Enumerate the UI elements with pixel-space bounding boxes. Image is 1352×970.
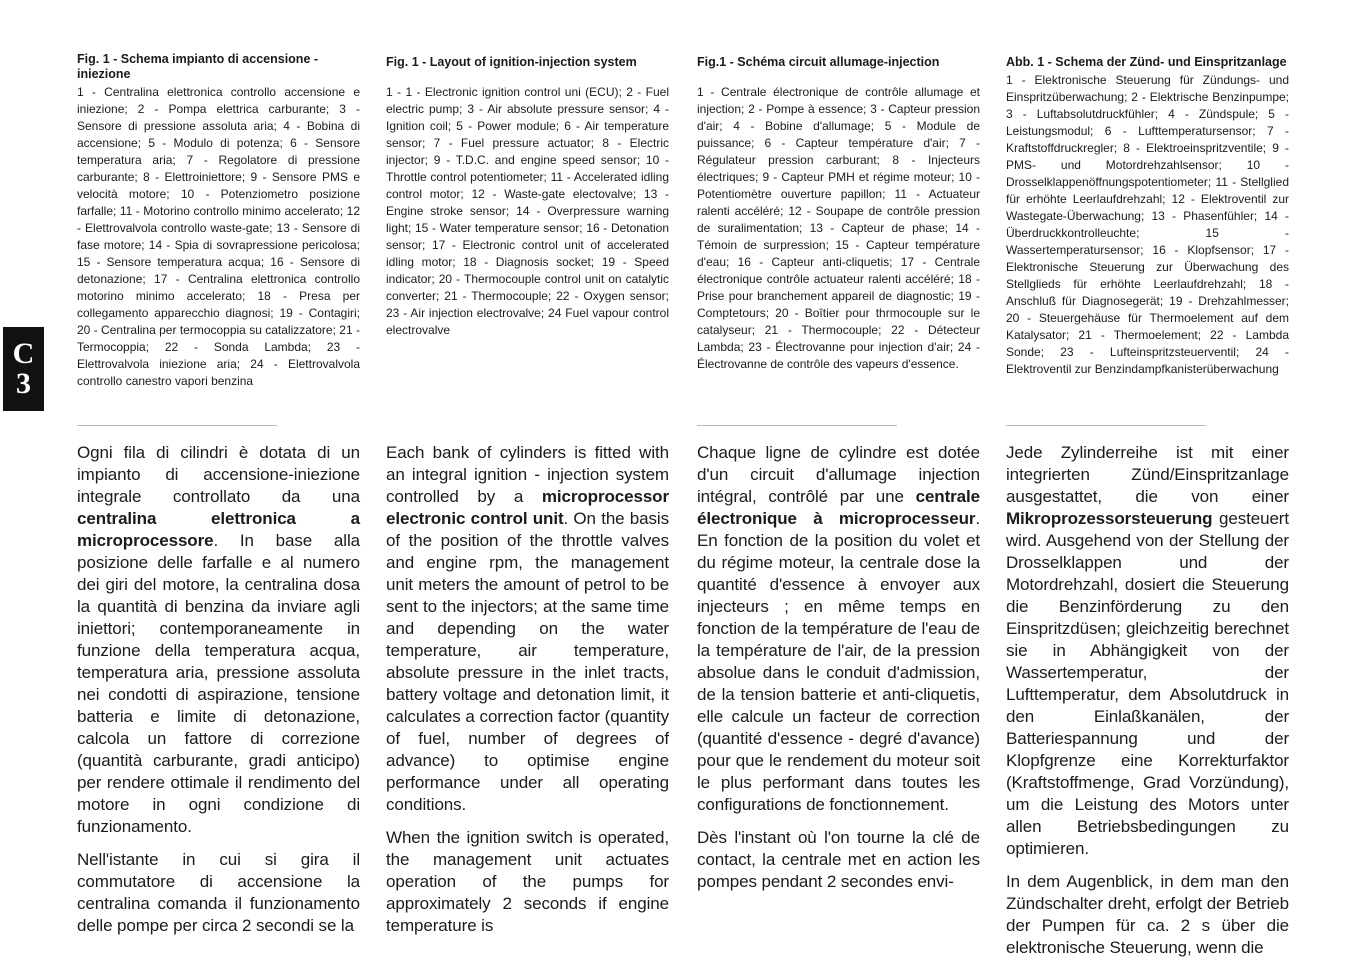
caption-title: Fig. 1 - Layout of ignition-injection system <box>386 55 637 69</box>
caption-title: Fig.1 - Schéma circuit allumage-injection <box>697 55 940 69</box>
caption-french <box>697 55 980 373</box>
divider-rule <box>697 425 897 426</box>
emphasis-term: centralina elettronica a microprocessore <box>77 509 360 550</box>
body-column-german <box>1006 442 1289 970</box>
caption-german <box>1006 55 1289 378</box>
body-paragraph: Chaque ligne de cylindre est dotée d'un circuit d'allumage injection intégral, contrôlé par une centrale électronique à microprocesseur. En fonction de la position du volet et du régime moteur, la centrale dose la quantité d'essence à envoyer aux injecteurs ; en même temps en fonction de la température de l'eau de la température de l'air, de la pression absolue dans le conduit d'admission, de la tension batterie et anti-cliquetis, elle calcule un facteur de correction (quantité d'essence - degré d'avance) pour que le rendement du moteur soit le plus performant dans toutes les configurations de fonctionnement. <box>697 443 980 814</box>
body-paragraph: Jede Zylinderreihe ist mit einer integrierten Zünd/Einspritzanlage ausgestattet, die von einer Mikroprozessorsteuerung gesteuert wird. Ausgehend von der Stellung der Drosselklappen und der Motordrehzahl, dosiert die Steuerung die Benzinförderung zu den Einspritzdüsen; gleichzeitig berechnet sie in Abhängigkeit von der Wassertemperatur, der Lufttemperatur, dem Absolutdruck in den Einlaßkanälen, der Batteriespannung und der Klopfgrenze eine Korrekturfaktor (Kraftstoffmenge, Grad Vorzündung), um die Leistung des Motors unter allen Betriebsbedingungen zu optimieren. <box>1006 443 1289 858</box>
body-paragraph: Each bank of cylinders is fitted with an integral ignition - injection system controlled by a microprocessor electronic control unit. On the basis of the position of the throttle valves and engine rpm, the management unit meters the amount of petrol to be sent to the injectors; at the same time and depending on the water temperature, air temperature, absolute pressure in the inlet tracts, battery voltage and detonation limit, it calculates a correction factor (quantity of fuel, number of degrees of advance) to optimise engine performance under all operating conditions. <box>386 443 669 814</box>
caption-legend: 1 - Elektronische Steuerung für Zündungs- und Einspritzüberwachung; 2 - Elektrische Benzinpumpe; 3 - Luftabsolutdruckfühler; 4 - Zündspule; 5 - Leistungsmodul; 6 - Lufttemperatursensor; 7 - Kraftstoffdruckregler; 8 - Elektroeinspritzventile; 9 - PMS- und Motordrehzahlsensor; 10 - Drosselklappenöffnungspotentiometer; 11 - Stellglied für erhöhte Leerlaufdrehzahl; 12 - Elektroventil zur Wastegate-Überwachung; 13 - Phasenfühler; 14 - Überdruckkontrolleuchte; 15 - Wassertemperatursensor; 16 - Klopfsensor; 17 - Elektronische Steuerung zur Überwachung des Stellglieds für erhöhte Leerlaufdrehzahl; 18 - Anschluß für Diagnosegerät; 19 - Drehzahlmesser; 20 - Steuergehäuse für Thermoelement auf dem Katalysator; 21 - Thermoelement; 22 - Lambda Sonde; 23 - Lufteinspritzsteuerventil; 24 - Elektroventil zur Benzindampfkanisterüberwachung <box>1006 73 1289 376</box>
caption-italian <box>77 52 360 390</box>
body-column-french <box>697 442 980 904</box>
caption-title: Fig. 1 - Schema impianto di accensione - iniezione <box>77 52 319 81</box>
caption-legend: 1 - Centrale électronique de contrôle allumage et injection; 2 - Pompe à essence; 3 - Capteur pression d'air; 4 - Bobine d'allumage; 5 - Module de puissance; 6 - Capteur température d'air; 7 - Régulateur pression carburant; 8 - Injecteurs électriques; 9 - Capteur PMH et régime moteur; 10 - Potentiomètre ouverture papillon; 11 - Actuateur ralenti accéléré; 12 - Soupape de contrôle pression de suralimentation; 13 - Capteur de phase; 14 - Témoin de surpression; 15 - Capteur température d'eau; 16 - Capteur anti-cliquetis; 17 - Centrale électronique contrôle actuateur ralenti accéléré; 18 - Prise pour branchement appareil de diagnostic; 19 - Comptetours; 20 - Boîtier pour thrmocouple sur le catalyseur; 21 - Thermocouple; 22 - Détecteur Lambda; 23 - Électrovanne pour injection d'air; 24 - Électrovanne de contrôle des vapeurs d'essence. <box>697 85 980 371</box>
section-tab-letter: C <box>12 337 35 370</box>
body-column-english <box>386 442 669 948</box>
body-paragraph: In dem Augenblick, in dem man den Zündschalter dreht, erfolgt der Betrieb der Pumpen für ca. 2 s über die elektronische Steuerung, wenn die <box>1006 872 1289 957</box>
caption-title: Abb. 1 - Schema der Zünd- und Einspritzanlage <box>1006 55 1287 69</box>
caption-legend: 1 - Centralina elettronica controllo accensione e iniezione; 2 - Pompa elettrica carburante; 3 - Sensore di pressione assoluta aria; 4 - Bobina di accensione; 5 - Modulo di potenza; 6 - Sensore temperatura aria; 7 - Regolatore di pressione carburante; 8 - Elettroiniettore; 9 - Sensore PMS e velocità motore; 10 - Potenziometro posizione farfalle; 11 - Motorino controllo minimo accelerato; 12 - Elettrovalvola controllo waste-gate; 13 - Sensore di fase motore; 14 - Spia di sovrapressione pericolosa; 15 - Sensore temperatura acqua; 16 - Sensore di detonazione; 17 - Centralina elettronica controllo motorino minimo accelerato; 18 - Presa per collegamento apparecchio diagnosi; 19 - Contagiri; 20 - Centralina per termocoppia su catalizzatore; 21 - Termocoppia; 22 - Sonda Lambda; 23 - Elettrovalvola iniezione aria; 24 - Elettrovalvola controllo canestro vapori benzina <box>77 85 360 388</box>
body-column-italian <box>77 442 360 948</box>
emphasis-term: Mikroprozessorsteuerung <box>1006 509 1213 528</box>
section-tab-number: 3 <box>16 367 31 400</box>
body-paragraph: Nell'istante in cui si gira il commutatore di accensione la centralina comanda il funzionamento delle pompe per circa 2 secondi se la <box>77 850 360 935</box>
caption-english <box>386 55 669 339</box>
body-paragraph: Ogni fila di cilindri è dotata di un impianto di accensione-iniezione integrale controllato da una centralina elettronica a microprocessore. In base alla posizione delle farfalle e al numero dei giri del motore, la centralina dosa la quantità di benzina da inviare agli iniettori; contemporaneamente in funzione della temperatura acqua, temperatura aria, pressione assoluta nei condotti di aspirazione, tensione batteria e limite di detonazione, calcola un fattore di correzione (quantità carburante, gradi anticipo) per rendere ottimale il rendimento del motore in ogni condizione di funzionamento. <box>77 443 360 836</box>
section-tab <box>3 327 44 411</box>
divider-rule <box>1006 425 1206 426</box>
emphasis-term: microprocessor electronic control unit <box>386 487 669 528</box>
emphasis-term: centrale électronique à microprocesseur <box>697 487 980 528</box>
body-paragraph: When the ignition switch is operated, the management unit actuates operation of the pumps for approximately 2 seconds if engine temperature is <box>386 828 669 935</box>
divider-rule <box>77 425 277 426</box>
caption-legend: 1 - 1 - Electronic ignition control uni (ECU); 2 - Fuel electric pump; 3 - Air absolute pressure sensor; 4 - Ignition coil; 5 - Power module; 6 - Air temperature sensor; 7 - Fuel pressure actuator; 8 - Electric injector; 9 - T.D.C. and engine speed sensor; 10 - Throttle control potentiometer; 11 - Accelerated idling control motor; 12 - Waste-gate electovalve; 13 - Engine stroke sensor; 14 - Overpressure warning light; 15 - Water temperature sensor; 16 - Detonation sensor; 17 - Electronic control unit of accelerated idling motor; 18 - Diagnosis socket; 19 - Speed indicator; 20 - Thermocouple control unit on catalytic converter; 21 - Thermocouple; 22 - Oxygen sensor; 23 - Air injection electrovalve; 24 Fuel vapour control electrovalve <box>386 85 669 337</box>
body-paragraph: Dès l'instant où l'on tourne la clé de contact, la centrale met en action les pompes pendant 2 secondes envi- <box>697 828 980 891</box>
